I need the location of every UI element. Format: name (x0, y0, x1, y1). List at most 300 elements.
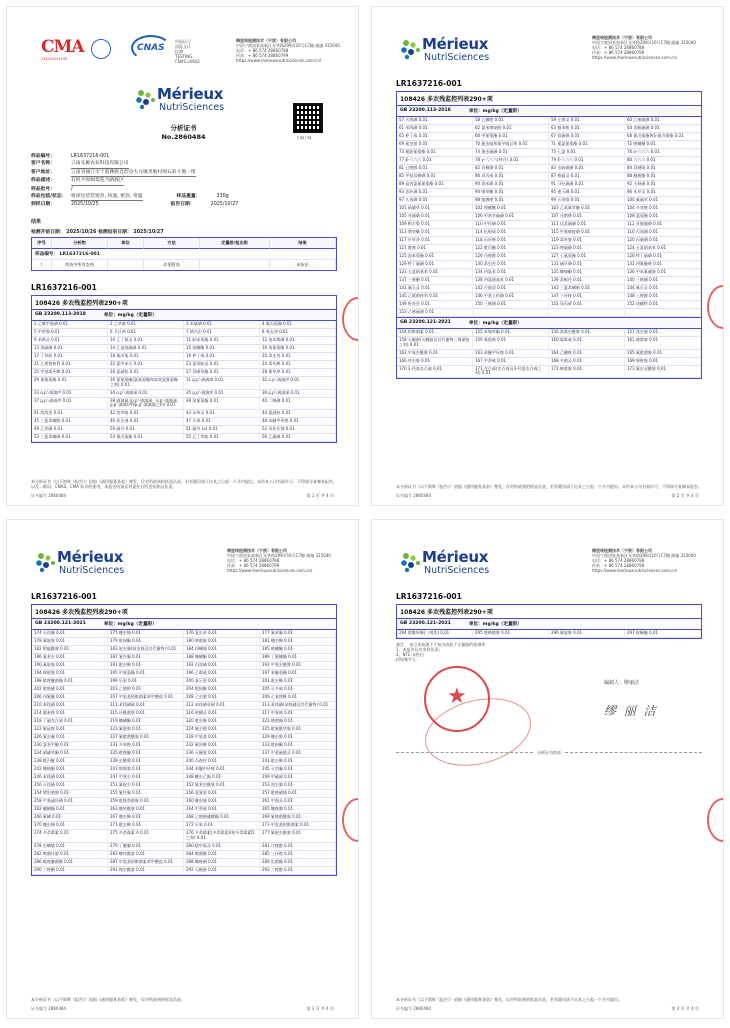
report-id: LR1637216-001 (396, 592, 462, 601)
analyte-cell: 284 嘧菌酯 0.01 (184, 851, 260, 859)
analyte-cell: 288 噻唑磷 0.01 (184, 859, 260, 867)
analyte-cell: 205 灭多威 0.01 (260, 686, 336, 694)
analyte-cell: 218 丁硫克百威 0.01 (32, 718, 108, 726)
analyte-table-3 (31, 604, 337, 876)
analyte-cell: 282 嘧菌环胺 0.01 (32, 851, 108, 859)
analyte-cell: 25 甲基毒死蜱 0.01 (32, 369, 108, 377)
analyte-cell: 16 溴氰菊酯 0.01 (260, 345, 336, 353)
analyte-cell: 148 三唑醇 0.01 (625, 293, 701, 301)
analyte-cell: 112 亚胺硫磷 0.01 (625, 221, 701, 229)
analyte-cell: 200 氧乐果 0.01 (184, 678, 260, 686)
analyte-cell: 173 氟虫双酰胺 0.01 (625, 366, 701, 379)
analyte-cell: 271 吡虫啉 0.01 (108, 822, 184, 830)
analyte-cell: 62 氯苯嘧啶醇 0.01 (473, 125, 549, 133)
analyte-cell: 270 噻虫嗪 0.01 (32, 822, 108, 830)
analyte-cell: 276 多杀霉素(多杀霉素A和多杀霉素D之和) 0.01 (184, 830, 260, 843)
analyte-cell: 247 甲氧虫 0.01 (108, 774, 184, 782)
analyte-cell: 215 环酰菌胺 0.01 (108, 710, 184, 718)
analyte-cell: 113 增效醚 0.01 (397, 229, 473, 237)
analyte-cell: 156 溴氰虫酰胺 0.01 (549, 329, 625, 337)
analyte-cell: 79 δ-六六六 0.01 (549, 157, 625, 165)
page-number: 第 1 页 共 4 页 (306, 493, 334, 498)
analyte-cell: 78 γ-六六六(林丹) 0.01 (473, 157, 549, 165)
page-number: 第 4 页 共 4 页 (671, 1006, 699, 1011)
analyte-cell: 125 溴苯菊酯 0.01 (397, 253, 473, 261)
standard-row: GB 23200.113-2018 单位：mg/kg（定量限） (32, 310, 336, 321)
analyte-cell: 204 吡蚜酮 0.01 (184, 686, 260, 694)
analyte-cell: 280 精甲霜灵 0.01 (184, 843, 260, 851)
analyte-cell: 138 四氯硝基苯 0.01 (473, 277, 549, 285)
analyte-grid (32, 630, 336, 875)
analyte-cell: 94 嗪草酮 0.01 (473, 189, 549, 197)
analyte-cell: 252 氟苯虫酰胺 0.01 (184, 782, 260, 790)
analyte-cell: 295 唑嘧菌胺 0.01 (473, 630, 549, 638)
analyte-cell: 76 α-六六六 0.01 (625, 149, 701, 157)
analyte-cell: 83 水胺硫磷 0.01 (549, 165, 625, 173)
analyte-cell: 172 嘧霉胺 0.01 (549, 366, 625, 379)
analyte-cell: 261 甲霜灵 0.01 (260, 798, 336, 806)
analyte-cell: 208 乙虫腈 0.01 (184, 694, 260, 702)
analyte-cell: 66 甲氰菊酯 0.01 (473, 133, 549, 141)
analyte-cell: 197 苯醚菊酯 0.01 (260, 670, 336, 678)
analyte-cell: 189 丁氟螨酯 0.01 (260, 654, 336, 662)
certification-logos (41, 33, 341, 69)
analyte-cell: 149 野麦畏 0.01 (397, 301, 473, 309)
analyte-cell: 211 苯线磷砜 0.01 (108, 702, 184, 710)
summary-sample-id: 样品编号： LR1637216-001 (32, 249, 336, 260)
analyte-cell: 110 甲拌磷 0.01 (473, 221, 549, 229)
analyte-cell: 134 四氯苯 0.01 (473, 269, 549, 277)
analyte-cell: 171 克百威(克百威及3-羟基克百威之和) 0.01 (473, 366, 549, 379)
analyte-cell: 274 多杀霉素 0.01 (32, 830, 108, 843)
company-address: 梅里埃检测技术（宁波）有限公司 中国宁波国家高新区光华路299弄16号C7幢 邮编 315040 电话：+ 86 574 28860788 传真：+ 86 574 28860799 https://www.merieuxnutrisciences.com.cn/ (227, 548, 331, 573)
analyte-cell: 195 甲氰菊酯 0.01 (108, 670, 184, 678)
merieux-logo: Mérieux NutriSciences (35, 546, 135, 578)
analyte-cell (549, 309, 625, 317)
analyte-cell: 165 氟吡菌胺 0.01 (625, 350, 701, 358)
analyte-cell: 35 p,p'-滴滴伊 0.01 (184, 390, 260, 398)
analyte-cell: 87 稻瘟灵 0.01 (549, 173, 625, 181)
analyte-cell: 176 氯虫苯 0.01 (184, 630, 260, 638)
analyte-cell: 103 乙氧氟草醚 0.01 (549, 205, 625, 213)
analyte-cell: 294 烯酰吗啉(三唑类) 0.01 (397, 630, 473, 638)
standard-row: GB 23200.121-2021 单位：mg/kg（定量限） (397, 619, 701, 630)
analyte-cell: 72 喹螨醚 0.01 (625, 141, 701, 149)
handwritten-signature: 缪 丽 洁 (604, 704, 658, 718)
analyte-cell: 23 氯苯胺灵 0.01 (184, 361, 260, 369)
analyte-cell: 114 抗蚜威 0.01 (473, 229, 549, 237)
merieux-dots-icon (135, 89, 157, 111)
report-page-2 (371, 6, 724, 506)
merieux-dots-icon (35, 552, 57, 574)
analyte-cell: 70 氟虫腈和氟甲腈总和 0.01 (473, 141, 549, 149)
testing-mark: 中国认可 国际互认 检测 TESTING CNAS L6942 (175, 39, 200, 64)
report-id: LR1637216-001 (31, 592, 97, 601)
page-header (392, 542, 712, 584)
summary-table: 序号 分析物 单位 方法 定量限/检出限 结果 样品编号： LR1637216-001 / 列表中所有农药 详见附表 未检出 (31, 237, 337, 271)
analyte-cell: 111 伏杀硫磷 0.01 (549, 221, 625, 229)
analyte-cell: 198 吡唑醚菌酯 0.01 (32, 678, 108, 686)
analyte-cell: 289 肟菌酯 0.01 (260, 859, 336, 867)
analyte-cell: 151 异丙威 0.01 (549, 301, 625, 309)
analyte-cell: 170 3-羟基克百威 0.01 (397, 366, 473, 379)
edge-seal-stamp (707, 798, 724, 842)
analyte-cell: 251 氟啶虫 0.01 (108, 782, 184, 790)
analyte-cell: 99 灭草隆 0.01 (549, 197, 625, 205)
test-dates: 检测开始日期： 2025/10/26 检测结束日期： 2025/10/27 (31, 230, 164, 235)
analyte-cell: 56 乙硫磷 0.01 (260, 434, 336, 442)
analyte-cell: 54 氰戊菊酯 0.01 (108, 434, 184, 442)
analyte-cell: 264 甲萘威 0.01 (184, 806, 260, 814)
report-id: LR1637216-001 (31, 283, 97, 292)
star-icon: ★ (447, 684, 467, 709)
analyte-cell: 188 噻螨酮 0.01 (184, 654, 260, 662)
footer-disclaimer: 本分析证书（以下简称《报告》）依据《通用服务条款》签发，仅对所收到的样品负责。 (31, 997, 185, 1002)
analyte-cell: 226 氟虫脲 0.01 (32, 734, 108, 742)
analyte-cell: 187 氟铃脲 0.01 (108, 654, 184, 662)
analyte-cell: 139 杀螟丹 0.01 (549, 277, 625, 285)
analyte-cell: 203 乙嘧酚 0.01 (108, 686, 184, 694)
analyte-cell: 246 苯线磷 0.01 (32, 774, 108, 782)
analyte-cell: 155 苯嗪草酮 0.01 (473, 329, 549, 337)
analyte-cell: 135 噻嗪酮 0.01 (549, 269, 625, 277)
analyte-cell: 268 乙嘧酚磺酸酯 0.01 (184, 814, 260, 822)
analyte-cell: 232 氟吗啉 0.01 (184, 742, 260, 750)
analyte-cell: 52 异狄氏剂 0.01 (260, 426, 336, 434)
analyte-cell: 18 氟丙菊 0.01 (108, 353, 184, 361)
analyte-cell: 237 甲基硫菌灵 0.01 (260, 750, 336, 758)
analyte-cell: 256 氯氰菊 0.01 (184, 790, 260, 798)
company-address: 梅里埃检测技术（宁波）有限公司 中国宁波国家高新区光华路299弄16号C7幢 邮编 315040 电话：+ 86 574 28860788 传真：+ 86 574 28860799 https://www.merieuxnutrisciences.com.cn/ (592, 548, 696, 573)
analyte-cell: 73 氟胺氰菊酯 0.01 (397, 149, 473, 157)
footer-disclaimer: 本分析证书（以下简称《报告》）依据《通用服务条款》签发，仅对所收到的样品负责，若有疑问请于出具之日起一个月内提出。 (396, 997, 622, 1002)
analyte-cell: 214 腈苯唑 0.01 (32, 710, 108, 718)
analyte-cell: 131 硫环磷 0.01 (549, 261, 625, 269)
analyte-cell: 42 敌草腈 0.01 (108, 410, 184, 418)
footer-disclaimer: 本分析证书（以下简称《报告》）依据《通用服务条款》签发，仅对所收到的样品负责，若有疑问请于出具之日起一个月内提出。未经本公司书面许可，不得部分复制本报告。 (396, 484, 702, 489)
analyte-cell: 260 噻虫嗪 0.01 (184, 798, 260, 806)
footer-cert-id: 证书编号 2860484 (31, 1006, 67, 1011)
cma-logo: CMA 231020341198 (41, 37, 84, 61)
analyte-cell: 115 甲基嘧啶磷 0.01 (549, 229, 625, 237)
edge-seal-stamp (707, 285, 724, 329)
analyte-cell: 85 甲基异柳磷 0.01 (397, 173, 473, 181)
analyte-cell: 29 氰氟菊酯 0.01 (32, 377, 108, 390)
analyte-cell: 143 三氯杀螨砜 0.01 (549, 285, 625, 293)
analyte-grid (397, 117, 701, 317)
analyte-cell: 177 氟苯脲 0.01 (260, 630, 336, 638)
analyte-cell: 3 苯硫磷 0.01 (184, 321, 260, 329)
analyte-cell: 95 速灭磷 0.01 (549, 189, 625, 197)
analyte-cell: 74 地虫硫磷 0.01 (473, 149, 549, 157)
analyte-cell: 184 四螨嗪 0.01 (184, 646, 260, 654)
analyte-cell: 6 艾氏剂 0.01 (108, 329, 184, 337)
analyte-cell: 228 甲氨基 0.01 (184, 734, 260, 742)
analyte-cell: 272 乐果 0.01 (184, 822, 260, 830)
analyte-cell: 213 苯线磷(苯线磷及其代谢物) 0.01 (260, 702, 336, 710)
analyte-cell: 93 杀扑磷 0.01 (397, 189, 473, 197)
notes: 备注： 表示本检测下不检出或低于定量限的检测项 1、本报告仅对来样负责； 2、NTC-未检出 授权签字人： (396, 642, 486, 662)
analyte-cell: 28 氰草津 0.01 (260, 369, 336, 377)
analyte-cell: 100 氟硫草 0.01 (625, 197, 701, 205)
analyte-cell: 273 甲氨基阿维菌素 0.01 (260, 822, 336, 830)
analyte-cell: 68 氰戊菊酯和S-氰戊菊酯 0.01 (625, 133, 701, 141)
analyte-cell: 81 己唑醇 0.01 (397, 165, 473, 173)
standard-row: GB 23200.121-2021 单位：mg/kg（定量限） (32, 619, 336, 630)
analyte-cell: 250 灭线磷 0.01 (32, 782, 108, 790)
analyte-cell: 11 联苯菊酯 0.01 (184, 337, 260, 345)
panel-title: 108426 多农残监控列表290+项 (397, 605, 701, 619)
analyte-cell: 259 吡唑萘菌胺 0.01 (108, 798, 184, 806)
report-id: LR1637216-001 (396, 79, 462, 88)
analyte-cell: 164 乙螨唑 0.01 (549, 350, 625, 358)
analyte-cell: 182 稻瘟酰胺 0.01 (32, 646, 108, 654)
analyte-cell: 98 腈菌唑 0.01 (473, 197, 549, 205)
analyte-cell: 141 氟乐灵 0.01 (397, 285, 473, 293)
analyte-cell: 26 氯硝胺 0.01 (108, 369, 184, 377)
analyte-cell: 159 氰霜唑 0.01 (473, 337, 549, 350)
analyte-cell: 265 噻唑膦 0.01 (260, 806, 336, 814)
analyte-grid (397, 329, 701, 378)
analyte-cell: 41 敌敌畏 0.01 (32, 410, 108, 418)
analyte-cell (625, 309, 701, 317)
analyte-cell: 163 苯醚甲环唑 0.01 (473, 350, 549, 358)
analyte-cell: 142 百菌清 0.01 (473, 285, 549, 293)
analyte-cell: 60 乙嘧硫磷 0.01 (625, 117, 701, 125)
analyte-grid (32, 321, 336, 442)
analyte-cell: 152 炔螨特 0.01 (625, 301, 701, 309)
analyte-cell: 96 禾草灵 0.01 (625, 189, 701, 197)
standard-row: GB 23200.121-2021 单位：mg/kg（定量限） (397, 317, 701, 329)
analyte-cell: 240 丙森锌 0.01 (184, 758, 260, 766)
analyte-cell: 231 多效唑 0.01 (108, 742, 184, 750)
analyte-cell: 1 乙酰甲胺磷 0.01 (32, 321, 108, 329)
analyte-cell (473, 309, 549, 317)
analyte-cell: 263 噻呋酰胺 0.01 (108, 806, 184, 814)
analyte-cell: 107 戊菌唑 0.01 (549, 213, 625, 221)
analyte-cell: 80 六六六 0.01 (625, 157, 701, 165)
analyte-cell: 292 灭蝇胺 0.01 (184, 867, 260, 875)
analyte-cell: 108 氯菊酯 0.01 (625, 213, 701, 221)
analyte-cell: 77 β-六六六 0.01 (397, 157, 473, 165)
analyte-cell: 242 噻嗪酮 0.01 (32, 766, 108, 774)
analyte-cell: 291 唑虫酰胺 0.01 (108, 867, 184, 875)
analyte-cell: 179 吡蚜酮 0.01 (108, 638, 184, 646)
analyte-cell: 201 吡虫啉 0.01 (260, 678, 336, 686)
analyte-cell: 12 溴苯烯磷 0.01 (260, 337, 336, 345)
analyte-cell: 123 喹硫磷 0.01 (549, 245, 625, 253)
analyte-cell: 287 甲氨基阿维菌素苯甲酸盐 0.01 (108, 859, 184, 867)
report-page-1 (6, 6, 359, 506)
analyte-cell: 46 狄氏剂 0.01 (108, 418, 184, 426)
analyte-cell: 290 三唑酮 0.01 (32, 867, 108, 875)
certificate-number: No.2860484 (161, 133, 206, 141)
analyte-cell: 249 甲硫威 0.01 (260, 774, 336, 782)
analyte-cell: 178 氟啶胺 0.01 (32, 638, 108, 646)
qr-caption: 扫码下载 (297, 136, 312, 140)
analyte-cell: 202 吡嘧磺 0.01 (32, 686, 108, 694)
analyte-cell: 297 蚊蝇醚 0.01 (625, 630, 701, 638)
analyte-cell: 37 p,p'-滴滴伊 0.01 (32, 398, 108, 411)
analyte-cell: 21 乙烯菌核利 0.01 (32, 361, 108, 369)
analyte-cell: 150 三唑磷 0.01 (473, 301, 549, 309)
company-address: 梅里埃检测技术（宁波）有限公司 中国宁波国家高新区光华路299弄16号C7幢 邮编 315040 电话：+ 86 574 28860788 传真：+ 86 574 28860799 https://www.merieuxnutrisciences.com.cn/ (592, 35, 696, 60)
analyte-cell: 190 氟啶胺 0.01 (32, 662, 108, 670)
analyte-cell: 126 戊唑醇 0.01 (473, 253, 549, 261)
analyte-cell: 91 马拉硫磷 0.01 (549, 181, 625, 189)
analyte-cell: 53 三氯杀螨砜 0.01 (32, 434, 108, 442)
analyte-cell: 168 多菌灵 0.01 (549, 358, 625, 366)
analyte-cell: 207 甲氨基阿维菌素苯甲酸盐 0.01 (108, 694, 184, 702)
analyte-cell: 161 嘧霉胺 0.01 (625, 337, 701, 350)
analyte-cell: 241 吡虫啉 0.01 (260, 758, 336, 766)
analyte-cell: 210 苯线磷 0.01 (32, 702, 108, 710)
analyte-cell: 267 噻虫啉 0.01 (108, 814, 184, 822)
analyte-cell: 194 咪鲜胺 0.01 (32, 670, 108, 678)
analyte-cell: 216 哒螨灵 0.01 (184, 710, 260, 718)
analyte-cell: 19 仲丁威 0.01 (184, 353, 260, 361)
analyte-cell: 17 丁草胺 0.01 (32, 353, 108, 361)
analyte-cell: 158 灭蝇胺(灭蝇胺及其代谢物三聚氰胺之和) 0.01 (397, 337, 473, 350)
analyte-cell: 47 乐果 0.01 (184, 418, 260, 426)
analyte-cell: 88 醚菌酯 0.01 (625, 173, 701, 181)
analyte-cell: 191 吡虫啉 0.01 (108, 662, 184, 670)
analyte-cell: 97 久效磷 0.01 (397, 197, 473, 205)
analyte-cell: 122 吡丙醚 0.01 (473, 245, 549, 253)
analyte-cell: 57 灭线磷 0.01 (397, 117, 473, 125)
analyte-cell: 127 七氟菊酯 0.01 (549, 253, 625, 261)
analyte-cell: 9 苯菌灵 0.01 (32, 337, 108, 345)
panel-title: 108426 多农残监控列表290+项 (32, 296, 336, 310)
analyte-cell: 71 氟氯氰菊酯 0.01 (549, 141, 625, 149)
analyte-cell: 236 灭蝇胺 0.01 (184, 750, 260, 758)
analyte-cell: 153 乙嘧硫磷 0.01 (397, 309, 473, 317)
sample-info: 样品编号： LR1637216-001 客户名称： 云南头雁农业科技有限公司 客户地址： 云南省丽江市宁蒗彝族自治县大兴镇青地村坝石前寸地一组 样品描述： 有机平原刺梨苞乃路渡区 样品批号： / 样品包装/状态： 密闭包装装密封, 快递, 密封, 常温 样品重量： 330g 到样日期： 2025/10/25 报告日期： 2025/10/27 (31, 154, 239, 208)
analyte-cell: 224 氟虫腈 0.01 (184, 726, 260, 734)
analyte-cell: 119 毒草胺 0.01 (549, 237, 625, 245)
analyte-cell: 137 三唑酮 0.01 (397, 277, 473, 285)
analyte-cell: 27 异噁草酮 0.01 (184, 369, 260, 377)
analyte-cell: 225 吡氟酰草胺 0.01 (260, 726, 336, 734)
analyte-cell: 5 甲草胺 0.01 (32, 329, 108, 337)
analyte-cell: 82 异柳磷 0.01 (473, 165, 549, 173)
analyte-cell: 162 甲氧虫酰肼 0.01 (397, 350, 473, 358)
panel-title: 108426 多农残监控列表290+项 (32, 605, 336, 619)
analyte-cell: 235 吡唑醚 0.01 (108, 750, 184, 758)
analyte-cell: 121 吡唑 0.01 (397, 245, 473, 253)
analyte-cell: 64 杀螟硫磷 0.01 (625, 125, 701, 133)
edge-seal-stamp (342, 297, 359, 341)
analyte-cell: 174 灭幼脲 0.01 (32, 630, 108, 638)
analyte-cell: 243 嘧霉胺 0.01 (108, 766, 184, 774)
analyte-cell: 206 四氟醚 0.01 (32, 694, 108, 702)
analyte-cell: 116 丙溴磷 0.01 (625, 229, 701, 237)
analyte-cell: 90 溴苯磷 0.01 (473, 181, 549, 189)
analyte-cell: 281 戊唑醇 0.01 (260, 843, 336, 851)
merieux-logo: Mérieux NutriSciences (400, 33, 500, 65)
report-page-4 (371, 519, 724, 1019)
analyte-cell: 22 氯甲苯灭 0.01 (108, 361, 184, 369)
analyte-cell: 84 异噁隆 0.01 (625, 165, 701, 173)
analyte-cell: 185 嘧螨醚 0.01 (260, 646, 336, 654)
analyte-cell: 10 乙丁氟灵 0.01 (108, 337, 184, 345)
analyte-cell: 13 溴硫磷 0.01 (32, 345, 108, 353)
analyte-cell: 38 滴滴涕 (p,p'-滴滴涕、o,p'-滴滴涕、p,p'-滴滴伊和p,p'-滴滴滴之和) 0.01 (108, 398, 184, 411)
analyte-cell: 63 腈苯唑 0.01 (549, 125, 625, 133)
analyte-cell: 51 硫丹 (α) 0.01 (184, 426, 260, 434)
analyte-cell: 59 土菌灵 0.01 (549, 117, 625, 125)
analyte-cell: 31 p,p'-滴滴滴 0.01 (184, 377, 260, 390)
analyte-cell: 128 特丁硫磷 0.01 (625, 253, 701, 261)
analyte-cell: 92 灭蚜磷 0.01 (625, 181, 701, 189)
merieux-dots-icon (400, 39, 422, 61)
analyte-cell: 20 毒虫畏 0.01 (260, 353, 336, 361)
analyte-cell: 167 甲萘威 0.01 (473, 358, 549, 366)
analyte-cell: 154 阿维菌素 0.01 (397, 329, 473, 337)
results-label: 结果 (31, 219, 42, 225)
analyte-cell: 278 虫螨腈 0.01 (32, 843, 108, 851)
analyte-cell: 196 乙霉威 0.01 (184, 670, 260, 678)
analyte-cell: 223 氟啶胺 0.01 (108, 726, 184, 734)
analyte-cell: 75 七氯 0.01 (549, 149, 625, 157)
analyte-cell: 133 五氯硝基苯 0.01 (397, 269, 473, 277)
analyte-cell: 277 氟啶虫酰胺 0.01 (260, 830, 336, 843)
analyte-cell: 101 硝磺草 0.01 (397, 205, 473, 213)
analyte-cell: 262 螺螨酯 0.01 (32, 806, 108, 814)
analyte-cell: 221 嘧菌酯 0.01 (260, 718, 336, 726)
analyte-cell: 118 丙环唑 0.01 (473, 237, 549, 245)
analyte-cell: 257 吡嘧磺隆 0.01 (260, 790, 336, 798)
analyte-table-2 (396, 91, 702, 379)
page-number: 第 3 页 共 4 页 (306, 1006, 334, 1011)
analyte-cell: 193 甲氧虫酰肼 0.01 (260, 662, 336, 670)
analyte-cell: 69 氟虫腈 0.01 (397, 141, 473, 149)
analyte-cell: 293 三唑醇 0.01 (260, 867, 336, 875)
analyte-cell: 275 多杀霉素 A 0.01 (108, 830, 184, 843)
standard-row: GB 23200.113-2018 单位：mg/kg（定量限） (397, 106, 701, 117)
analyte-cell: 140 三唑磷 0.01 (625, 277, 701, 285)
analyte-cell: 229 噻虫胺 0.01 (260, 734, 336, 742)
analyte-cell: 49 乙拌磷 0.01 (32, 426, 108, 434)
analyte-cell: 222 氟硅唑 0.01 (32, 726, 108, 734)
company-address: 梅里埃检测技术（宁波）有限公司 中国宁波国家高新区光华路299弄16号C7幢 邮编 315040 电话：+ 86 574 28860788 传真：+ 86 574 28860799 https://www.merieuxnutrisciences.com.cn/ (236, 38, 340, 63)
analyte-cell: 55 乙丁草胺 0.01 (184, 434, 260, 442)
analyte-cell: 43 禾草灵 0.01 (184, 410, 260, 418)
analyte-cell: 227 氟吡菌酰胺 0.01 (108, 734, 184, 742)
analyte-cell: 124 五氯硝基苯 0.01 (625, 245, 701, 253)
brand-word-merieux: Mérieux (157, 85, 224, 103)
analyte-cell: 258 甲基硫环磷 0.01 (32, 798, 108, 806)
analyte-cell: 136 甲苯氟磺胺 0.01 (625, 269, 701, 277)
analyte-cell: 296 氟啶胺 0.01 (549, 630, 625, 638)
analyte-cell: 130 杀虫畏 0.01 (473, 261, 549, 269)
analyte-cell: 146 甲基立枯磷 0.01 (473, 293, 549, 301)
analyte-cell: 186 氟苯虫 0.01 (32, 654, 108, 662)
ilac-badge-icon (91, 39, 111, 59)
page-header (27, 542, 347, 584)
analyte-cell: 192 丙溴磷 0.01 (184, 662, 260, 670)
analyte-cell: 102 喹螨醚 0.01 (473, 205, 549, 213)
certificate-title: 分析证书 (170, 124, 197, 132)
analyte-cell: 106 甲基对硫磷 0.01 (473, 213, 549, 221)
analyte-cell: 269 氟唑菌酰胺 0.01 (260, 814, 336, 822)
edge-seal-stamp (342, 798, 359, 842)
end-of-certificate: 分析证书结束 (396, 750, 702, 755)
footer-disclaimer: 本分析证书（以下简称《报告》）依据《通用服务条款》签发，仅对所收到的样品负责，若有疑问请于出具之日起一个月内提出。未经本公司书面许可，不得部分复制本报告，以及二维码、CNAS、CMA 标识的使用，本报告结果仅对委托方所送检样品负责。 (31, 479, 337, 489)
table-row: / 列表中所有农药 详见附表 未检出 (32, 260, 336, 270)
analyte-cell: 40 二嗪磷 0.01 (260, 398, 336, 411)
merieux-logo: Mérieux NutriSciences (400, 546, 500, 578)
